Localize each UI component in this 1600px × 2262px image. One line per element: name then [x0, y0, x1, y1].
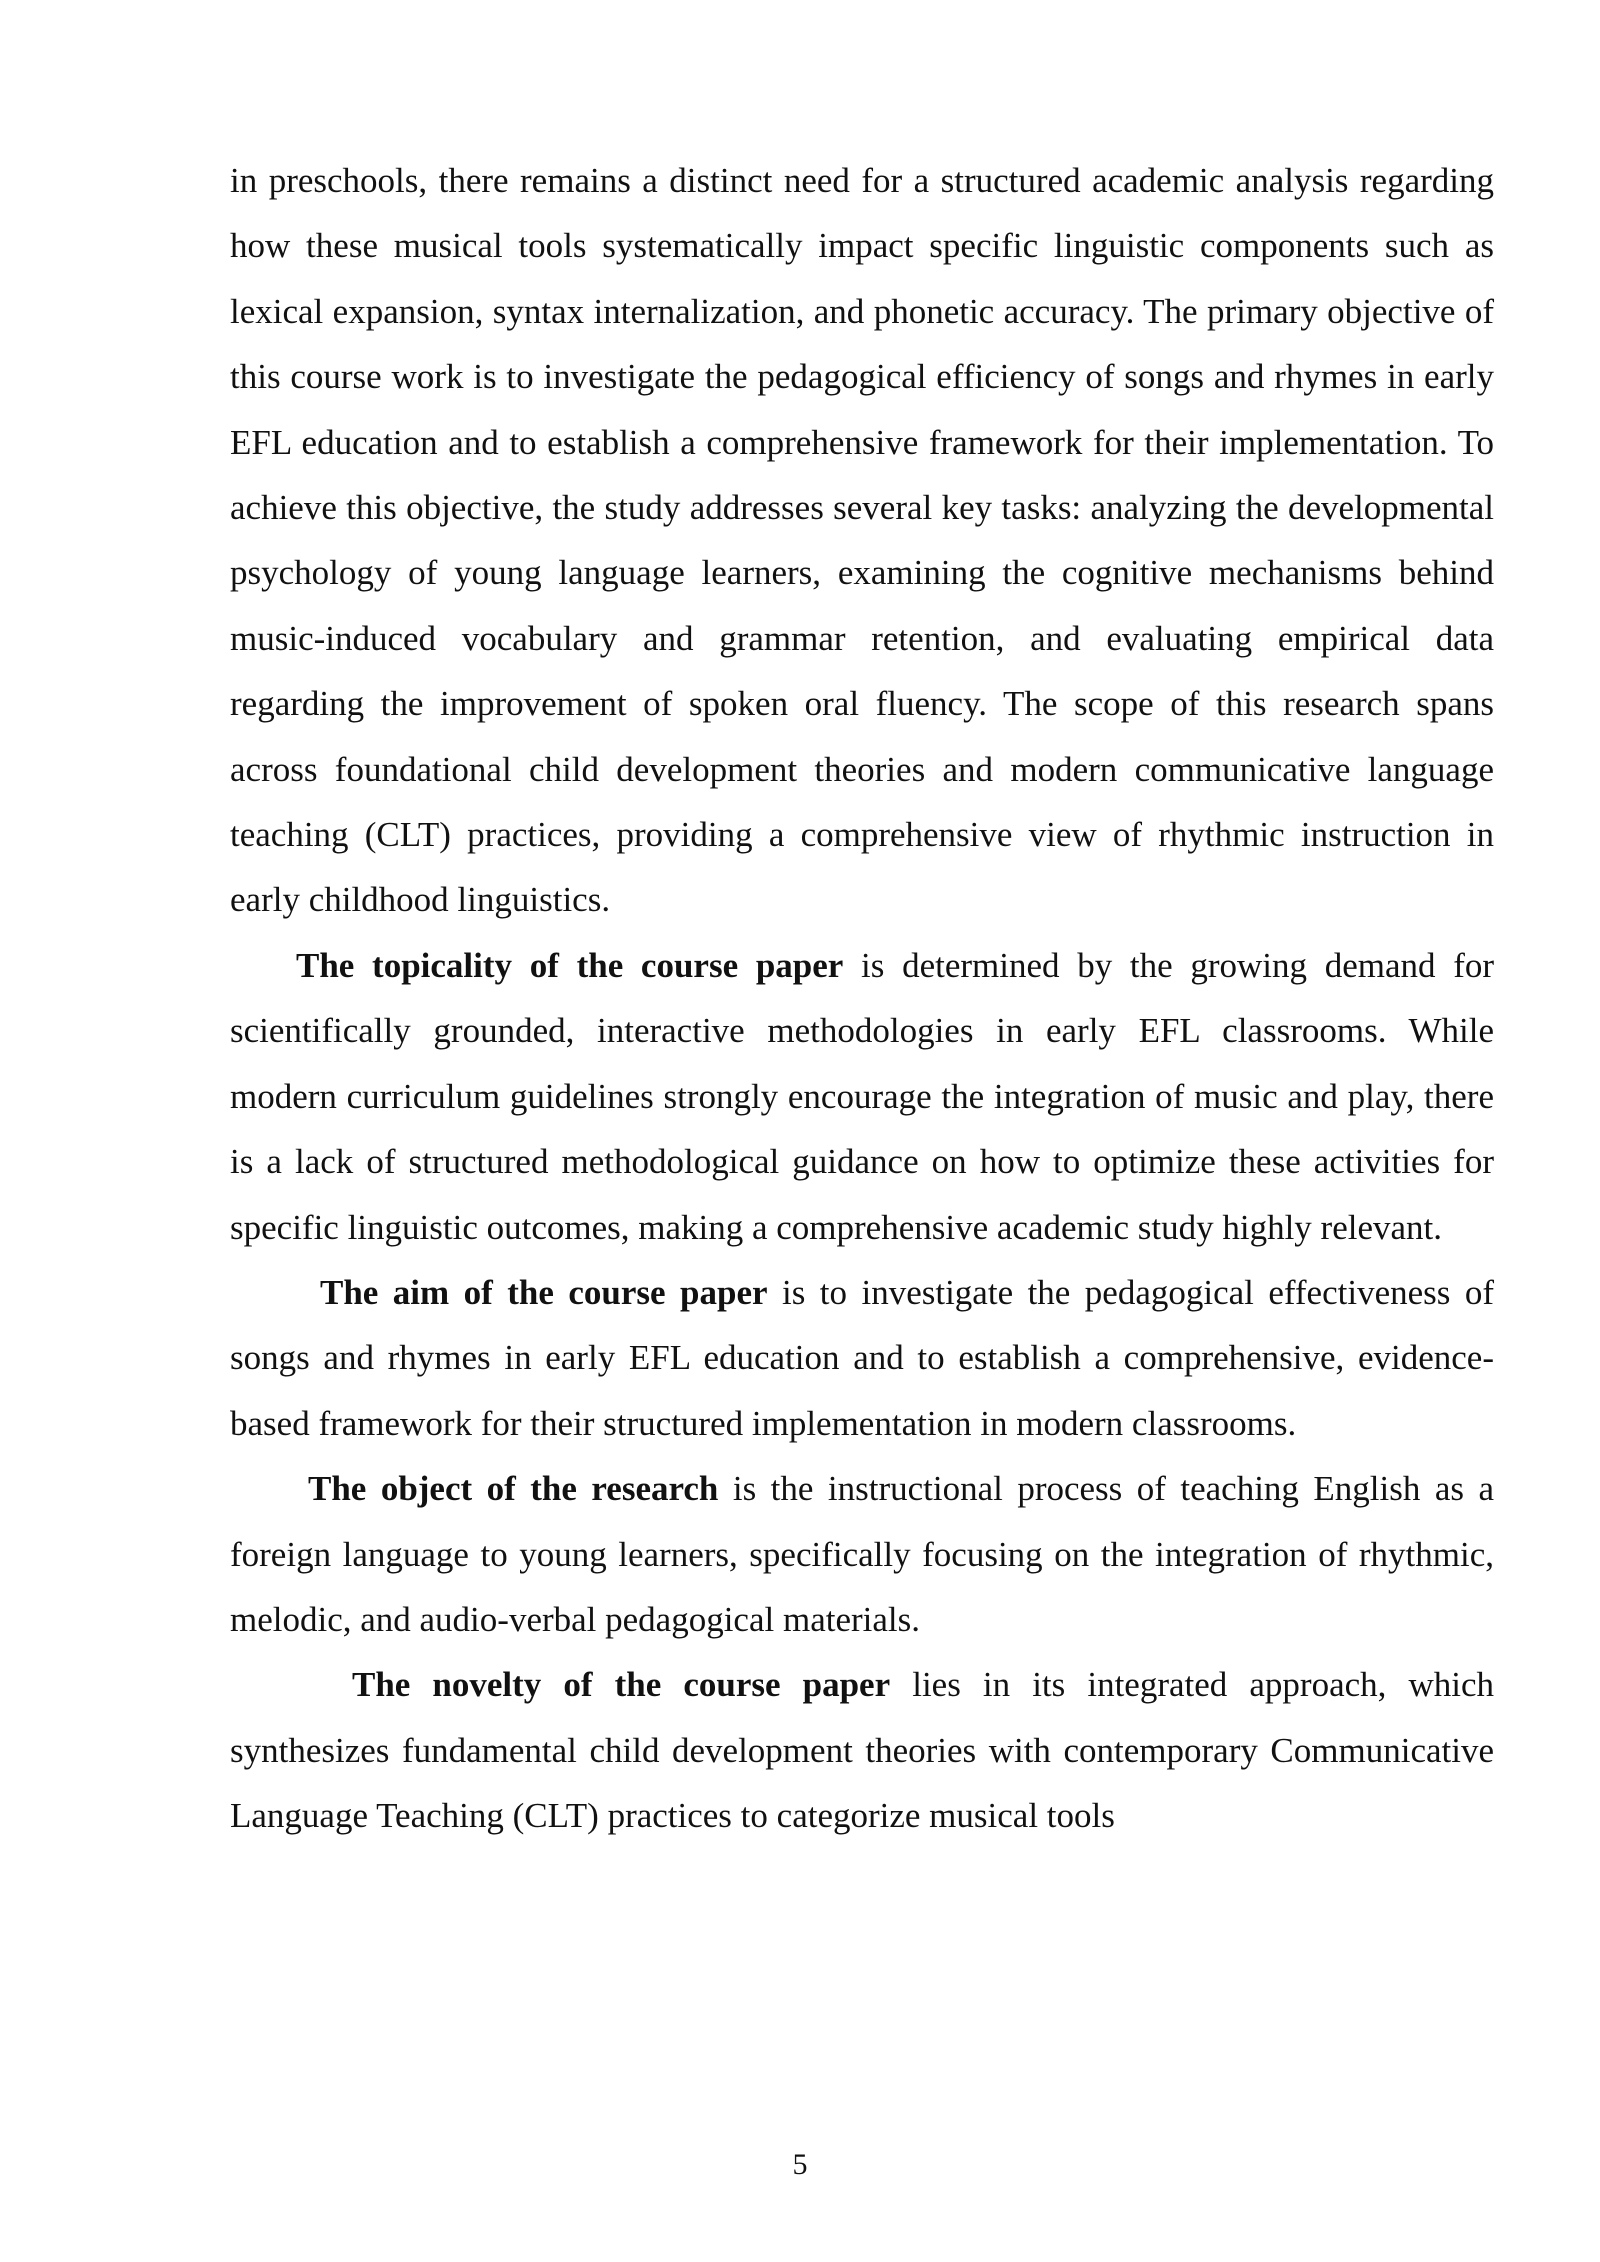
paragraph-topicality — [230, 933, 1494, 1260]
paragraph-continuation — [230, 148, 1494, 933]
paragraph-text: is determined by the growing demand for scientifically grounded, interactive methodologies in early EFL classrooms. While modern curriculum guidelines strongly encourage the integration of music and play, there is a lack of structured methodological guidance on how to optimize these activities for specific linguistic outcomes, making a comprehensive academic study highly relevant. — [230, 945, 1495, 1247]
page-number: 5 — [792, 2148, 808, 2181]
paragraph-object — [230, 1456, 1494, 1652]
paragraph-text: is the instructional process of teaching English as a foreign language to young learners, specifically focusing on the integration of rhythmic, melodic, and audio-verbal pedagogical materials. — [230, 1469, 1494, 1639]
paragraph-lead: The novelty of the course paper — [352, 1665, 891, 1705]
paragraph-text: is to investigate the pedagogical effectiveness of songs and rhymes in early EFL education and to establish a comprehensive, evidence-based framework for their structured implementation in modern classrooms. — [230, 1272, 1494, 1443]
paragraph-aim — [230, 1260, 1494, 1456]
paragraph-text: lies in its integrated approach, which synthesizes fundamental child development theories with contemporary Communicative Language Teaching (CLT) practices to categorize musical tools — [230, 1665, 1494, 1836]
paragraph-lead: The aim of the course paper — [320, 1272, 768, 1312]
paragraph-lead: The topicality of the course paper — [296, 945, 844, 985]
paragraph-novelty — [230, 1652, 1494, 1848]
paragraph-lead: The object of the research — [308, 1469, 719, 1509]
paragraph-text: in preschools, there remains a distinct need for a structured academic analysis regarding how these musical tools systematically impact specific linguistic components such as lexical expansion, syntax internalization, and phonetic accuracy. The primary objective of this course work is to investigate the pedagogical efficiency of songs and rhymes in early EFL education and to establish a comprehensive framework for their implementation. To achieve this objective, the study addresses several key tasks: analyzing the developmental psychology of young language learners, examining the cognitive mechanisms behind music-induced vocabulary and grammar retention, and evaluating empirical data regarding the improvement of spoken oral fluency. The scope of this research spans across foundational child development theories and modern communicative language teaching (CLT) practices, providing a comprehensive view of rhythmic instruction in early childhood linguistics. — [230, 161, 1494, 920]
document-page — [230, 148, 1494, 1849]
